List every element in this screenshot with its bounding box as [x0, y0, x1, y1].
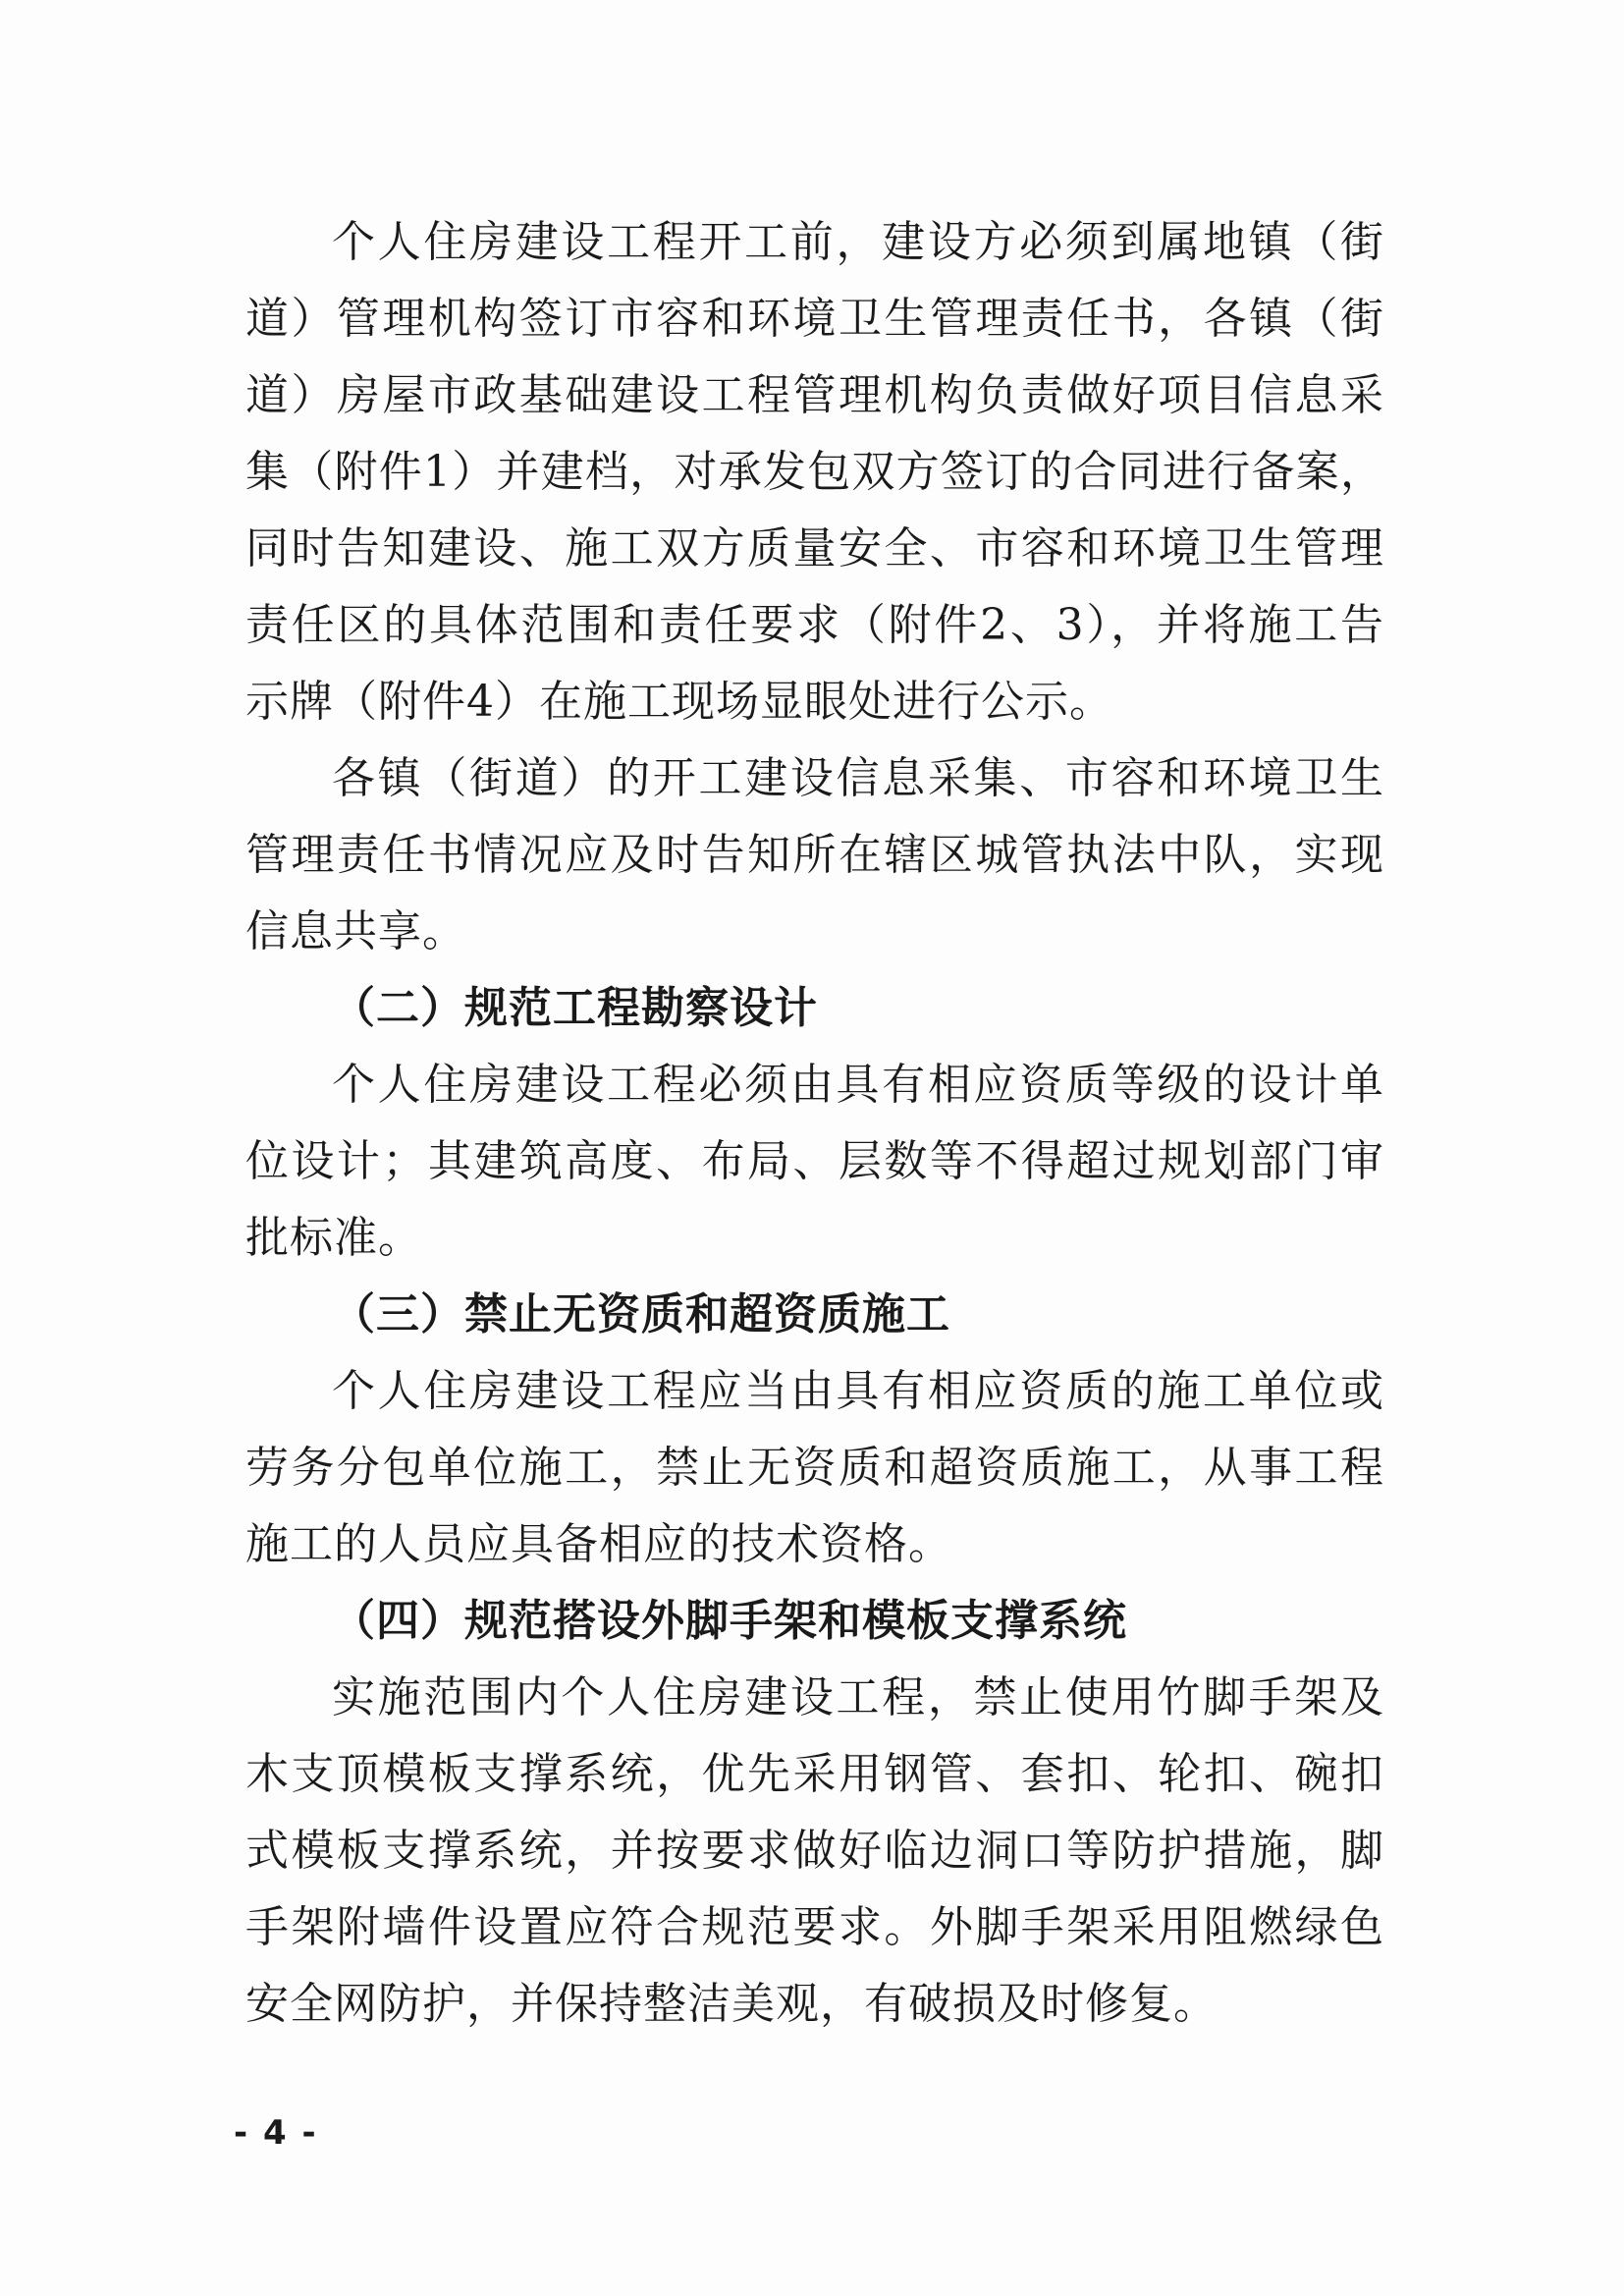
paragraph-design: 个人住房建设工程必须由具有相应资质等级的设计单位设计；其建筑高度、布局、层数等不得超过规划部门审批标准。	[245, 1060, 1384, 1263]
paragraph-scaffolding: 实施范围内个人住房建设工程，禁止使用竹脚手架及木支顶模板支撑系统，优先采用钢管、套扣、轮扣、碗扣式模板支撑系统，并按要求做好临边洞口等防护措施，脚手架附墙件设置应符合规范要求。外脚手架采用阻燃绿色安全网防护，并保持整洁美观，有破损及时修复。	[245, 1672, 1384, 2029]
paragraph-qualification: 个人住房建设工程应当由具有相应资质的施工单位或劳务分包单位施工，禁止无资质和超资质施工，从事工程施工的人员应具备相应的技术资格。	[245, 1366, 1384, 1569]
paragraph-info-sharing: 各镇（街道）的开工建设信息采集、市容和环境卫生管理责任书情况应及时告知所在辖区城管执法中队，实现信息共享。	[245, 753, 1384, 957]
document-body	[245, 204, 1384, 2043]
page-number: - 4 -	[234, 2113, 318, 2153]
paragraph-registration: 个人住房建设工程开工前，建设方必须到属地镇（街道）管理机构签订市容和环境卫生管理责任书，各镇（街道）房屋市政基础建设工程管理机构负责做好项目信息采集（附件1）并建档，对承发包双方签订的合同进行备案，同时告知建设、施工双方质量安全、市容和环境卫生管理责任区的具体范围和责任要求（附件2、3），并将施工告示牌（附件4）在施工现场显眼处进行公示。	[245, 217, 1384, 727]
section-heading-qualification: （三）禁止无资质和超资质施工	[332, 1289, 950, 1339]
section-heading-scaffolding: （四）规范搭设外脚手架和模板支撑系统	[332, 1596, 1127, 1646]
section-heading-design: （二）规范工程勘察设计	[332, 983, 818, 1033]
